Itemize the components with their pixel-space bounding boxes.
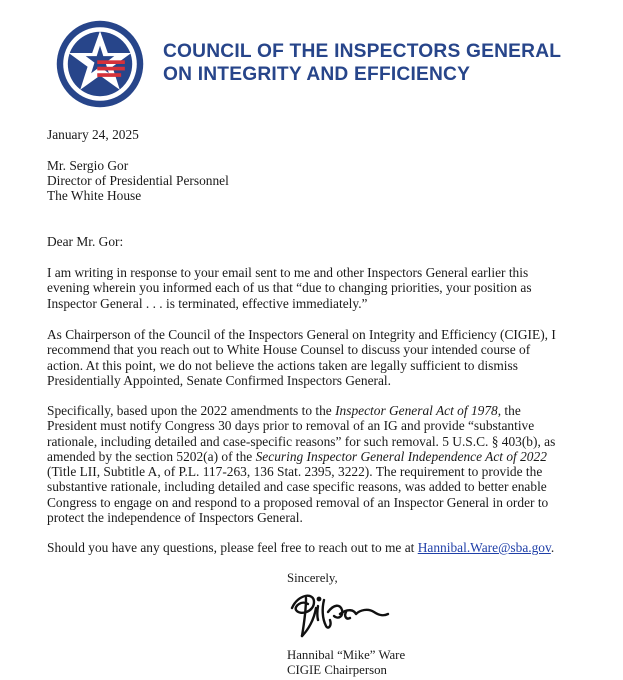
recipient-title: Director of Presidential Personnel [47, 173, 229, 188]
paragraph-line [47, 449, 592, 464]
paragraph-line: protect the independence of Inspectors General. [47, 510, 303, 526]
paragraph-line: recommend that you reach out to White House Counsel to discuss your intended course of [47, 342, 531, 358]
signer-name: Hannibal “Mike” Ware [287, 648, 406, 662]
act-title-italic: Securing Inspector General Independence Act of 2022 [255, 448, 547, 464]
text-span: Should you have any questions, please feel free to reach out to me at [47, 540, 418, 555]
org-name-line-1: COUNCIL OF THE INSPECTORS GENERAL [163, 41, 562, 62]
paragraph-1 [47, 265, 592, 311]
paragraph-line: Inspector General . . . is terminated, effective immediately.” [47, 295, 368, 311]
text-span: , the [497, 403, 521, 418]
paragraph-line: As Chairperson of the Council of the Inspectors General on Integrity and Efficiency (CIGIE), I [47, 327, 556, 342]
paragraph-line: action. At this point, we do not believe the actions taken are legally sufficient to dismiss [47, 357, 518, 373]
paragraph-line: evening wherein you informed each of us that “due to changing priorities, your position as [47, 280, 532, 296]
paragraph-line: I am writing in response to your email sent to me and other Inspectors General earlier this [47, 265, 529, 280]
paragraph-line [47, 403, 592, 418]
paragraph-line: President must notify Congress 30 days prior to removal of an IG and provide “substantive [47, 418, 535, 434]
paragraph-2 [47, 327, 592, 388]
paragraph-line [47, 540, 592, 555]
paragraph-line: (Title LII, Subtitle A, of P.L. 117-263, 136 Stat. 2395, 3222). The requirement to provide the [47, 464, 543, 480]
email-link[interactable]: Hannibal.Ware@sba.gov [417, 540, 551, 555]
org-name [163, 40, 561, 86]
text-span: . [550, 540, 555, 555]
recipient-name: Mr. Sergio Gor [47, 158, 129, 173]
org-name-line-2: ON INTEGRITY AND EFFICIENCY [163, 64, 471, 85]
paragraph-line: Congress to engage on and respond to a proposed removal of an Inspector General in order to [47, 494, 549, 510]
closing: Sincerely, [287, 571, 338, 585]
cigie-star-seal-icon [54, 18, 146, 110]
paragraph-line: Presidentially Appointed, Senate Confirmed Inspectors General. [47, 372, 391, 388]
paragraph-3 [47, 403, 592, 525]
paragraph-4 [47, 540, 592, 555]
text-span: Specifically, based upon the 2022 amendments to the [47, 403, 336, 418]
salutation: Dear Mr. Gor: [47, 234, 124, 249]
signer-title: CIGIE Chairperson [287, 663, 387, 677]
letter-date: January 24, 2025 [47, 127, 139, 142]
recipient-office: The White House [47, 188, 142, 203]
paragraph-line: rationale, including detailed and case-specific reasons” for such removal. 5 U.S.C. § 403(b), as [47, 433, 556, 449]
act-title-italic: Inspector General Act of 1978 [335, 403, 498, 418]
text-span: amended by the section 5202(a) of the [47, 448, 256, 464]
paragraph-line: substantive rationale, including detailed and case specific reasons, was added to better enable [47, 479, 547, 495]
handwritten-signature [284, 586, 394, 642]
